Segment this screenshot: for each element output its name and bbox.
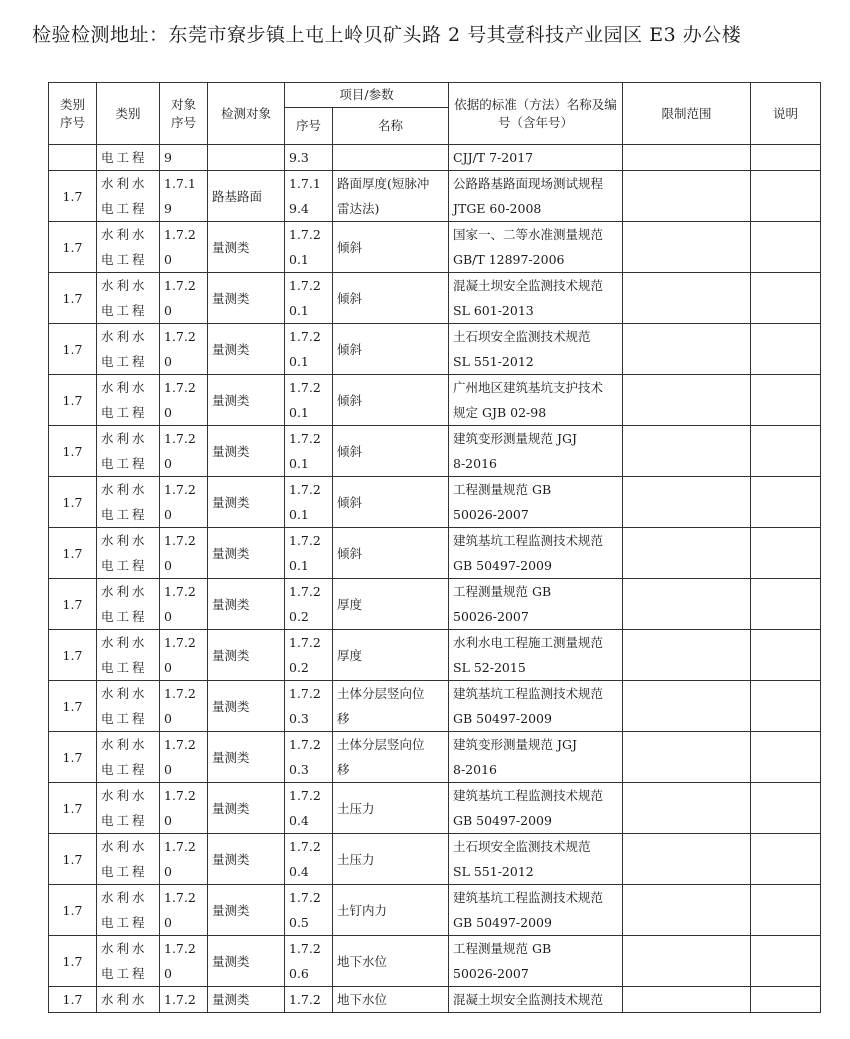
cell-object: 量测类 [208, 477, 285, 528]
cell-item-no: 1.7.2 0.4 [285, 783, 333, 834]
cell-limit [623, 783, 751, 834]
cell-note [751, 630, 821, 681]
cell-item-name: 厚度 [333, 630, 449, 681]
cell-cat-no: 1.7 [49, 630, 97, 681]
cell-cat-no: 1.7 [49, 783, 97, 834]
cell-object: 量测类 [208, 936, 285, 987]
cell-item-no: 1.7.2 0.1 [285, 273, 333, 324]
cell-cat-no: 1.7 [49, 936, 97, 987]
table-row [49, 145, 821, 171]
cell-cat-no: 1.7 [49, 987, 97, 1013]
cell-note [751, 885, 821, 936]
cell-category: 水利水 电工程 [97, 630, 160, 681]
cell-object-no: 1.7.2 0 [160, 222, 208, 273]
cell-cat-no: 1.7 [49, 426, 97, 477]
cell-note [751, 145, 821, 171]
cell-cat-no: 1.7 [49, 477, 97, 528]
cell-item-no: 1.7.2 0.5 [285, 885, 333, 936]
cell-category: 水利水 电工程 [97, 324, 160, 375]
cell-category: 水利水 电工程 [97, 528, 160, 579]
cell-note [751, 528, 821, 579]
table-row [49, 936, 821, 987]
cell-note [751, 783, 821, 834]
cell-limit [623, 145, 751, 171]
cell-limit [623, 630, 751, 681]
cell-category: 水利水 电工程 [97, 681, 160, 732]
cell-item-name [333, 145, 449, 171]
cell-note [751, 426, 821, 477]
cell-category: 水利水 电工程 [97, 171, 160, 222]
cell-item-no: 1.7.2 0.4 [285, 834, 333, 885]
cell-object-no: 1.7.2 0 [160, 630, 208, 681]
cell-note [751, 477, 821, 528]
cell-object: 量测类 [208, 885, 285, 936]
cell-standard: 建筑基坑工程监测技术规范 GB 50497-2009 [449, 681, 623, 732]
cell-item-name: 倾斜 [333, 375, 449, 426]
cell-object-no: 1.7.2 0 [160, 273, 208, 324]
cell-limit [623, 375, 751, 426]
table-row [49, 732, 821, 783]
cell-note [751, 324, 821, 375]
cell-standard: 工程测量规范 GB 50026-2007 [449, 477, 623, 528]
cell-cat-no: 1.7 [49, 324, 97, 375]
cell-limit [623, 273, 751, 324]
table-row [49, 885, 821, 936]
cell-object-no: 1.7.2 0 [160, 681, 208, 732]
cell-item-no: 1.7.1 9.4 [285, 171, 333, 222]
cell-object: 量测类 [208, 222, 285, 273]
table-row [49, 426, 821, 477]
cell-item-name: 地下水位 [333, 987, 449, 1013]
cell-standard: 混凝土坝安全监测技术规范 [449, 987, 623, 1013]
cell-standard: 公路路基路面现场测试规程 JTGE 60-2008 [449, 171, 623, 222]
table-row [49, 579, 821, 630]
cell-item-name: 土钉内力 [333, 885, 449, 936]
cell-item-no: 1.7.2 [285, 987, 333, 1013]
table-row [49, 987, 821, 1013]
cell-object-no: 1.7.2 0 [160, 579, 208, 630]
cell-note [751, 732, 821, 783]
cell-object: 路基路面 [208, 171, 285, 222]
table-row [49, 630, 821, 681]
table-row [49, 528, 821, 579]
cell-item-name: 土体分层竖向位 移 [333, 732, 449, 783]
cell-standard: 水利水电工程施工测量规范 SL 52-2015 [449, 630, 623, 681]
header-limit: 限制范围 [623, 83, 751, 145]
cell-category: 水利水 [97, 987, 160, 1013]
cell-object-no: 1.7.2 0 [160, 324, 208, 375]
cell-limit [623, 426, 751, 477]
cell-category: 水利水 电工程 [97, 426, 160, 477]
header-item-no: 序号 [285, 108, 333, 145]
cell-note [751, 987, 821, 1013]
cell-object: 量测类 [208, 783, 285, 834]
header-basis: 依据的标准（方法）名称及编号（含年号） [449, 83, 623, 145]
cell-item-name: 土压力 [333, 834, 449, 885]
cell-note [751, 681, 821, 732]
cell-limit [623, 681, 751, 732]
cell-cat-no: 1.7 [49, 273, 97, 324]
cell-note [751, 375, 821, 426]
cell-item-no: 1.7.2 0.1 [285, 528, 333, 579]
cell-note [751, 936, 821, 987]
cell-cat-no: 1.7 [49, 171, 97, 222]
cell-item-no: 1.7.2 0.3 [285, 681, 333, 732]
cell-object-no: 1.7.1 9 [160, 171, 208, 222]
cell-item-no: 1.7.2 0.6 [285, 936, 333, 987]
table-row [49, 477, 821, 528]
header-note: 说明 [751, 83, 821, 145]
cell-item-name: 地下水位 [333, 936, 449, 987]
cell-limit [623, 987, 751, 1013]
cell-object: 量测类 [208, 426, 285, 477]
cell-cat-no: 1.7 [49, 885, 97, 936]
cell-standard: 广州地区建筑基坑支护技术 规定 GJB 02-98 [449, 375, 623, 426]
cell-object: 量测类 [208, 732, 285, 783]
cell-standard: 建筑基坑工程监测技术规范 GB 50497-2009 [449, 783, 623, 834]
cell-category: 水利水 电工程 [97, 783, 160, 834]
cell-note [751, 273, 821, 324]
cell-limit [623, 579, 751, 630]
cell-category: 水利水 电工程 [97, 375, 160, 426]
cell-standard: 工程测量规范 GB 50026-2007 [449, 936, 623, 987]
cell-standard: 混凝土坝安全监测技术规范 SL 601-2013 [449, 273, 623, 324]
cell-object-no: 9 [160, 145, 208, 171]
cell-object-no: 1.7.2 0 [160, 477, 208, 528]
cell-note [751, 579, 821, 630]
header-obj-no: 对象 序号 [160, 83, 208, 145]
cell-item-name: 倾斜 [333, 222, 449, 273]
cell-object-no: 1.7.2 0 [160, 834, 208, 885]
cell-item-no: 1.7.2 0.2 [285, 579, 333, 630]
cell-object-no: 1.7.2 0 [160, 426, 208, 477]
cell-category: 电工程 [97, 145, 160, 171]
scope-table [48, 82, 821, 1013]
cell-object: 量测类 [208, 987, 285, 1013]
table-body [49, 145, 821, 1013]
table-row [49, 324, 821, 375]
cell-item-no: 1.7.2 0.1 [285, 222, 333, 273]
cell-note [751, 171, 821, 222]
cell-standard: 工程测量规范 GB 50026-2007 [449, 579, 623, 630]
cell-cat-no: 1.7 [49, 834, 97, 885]
cell-object: 量测类 [208, 528, 285, 579]
cell-cat-no: 1.7 [49, 681, 97, 732]
header-item-name: 名称 [333, 108, 449, 145]
cell-limit [623, 171, 751, 222]
header-cat-no: 类别 序号 [49, 83, 97, 145]
cell-item-name: 倾斜 [333, 528, 449, 579]
cell-item-name: 倾斜 [333, 477, 449, 528]
table-row [49, 681, 821, 732]
cell-object: 量测类 [208, 630, 285, 681]
table-row [49, 222, 821, 273]
cell-category: 水利水 电工程 [97, 732, 160, 783]
cell-category: 水利水 电工程 [97, 936, 160, 987]
cell-object: 量测类 [208, 579, 285, 630]
cell-object-no: 1.7.2 0 [160, 783, 208, 834]
cell-note [751, 834, 821, 885]
cell-limit [623, 834, 751, 885]
cell-cat-no: 1.7 [49, 375, 97, 426]
header-cat: 类别 [97, 83, 160, 145]
cell-category: 水利水 电工程 [97, 222, 160, 273]
cell-object: 量测类 [208, 273, 285, 324]
cell-object: 量测类 [208, 834, 285, 885]
cell-object-no: 1.7.2 0 [160, 732, 208, 783]
cell-object [208, 145, 285, 171]
cell-item-no: 1.7.2 0.1 [285, 426, 333, 477]
cell-item-name: 倾斜 [333, 273, 449, 324]
cell-standard: 建筑基坑工程监测技术规范 GB 50497-2009 [449, 885, 623, 936]
cell-standard: 建筑变形测量规范 JGJ 8-2016 [449, 426, 623, 477]
cell-item-no: 9.3 [285, 145, 333, 171]
cell-item-name: 土压力 [333, 783, 449, 834]
cell-item-name: 路面厚度(短脉冲 雷达法) [333, 171, 449, 222]
cell-standard: CJJ/T 7-2017 [449, 145, 623, 171]
cell-standard: 国家一、二等水准测量规范 GB/T 12897-2006 [449, 222, 623, 273]
cell-category: 水利水 电工程 [97, 273, 160, 324]
cell-note [751, 222, 821, 273]
cell-object-no: 1.7.2 0 [160, 528, 208, 579]
table-row [49, 375, 821, 426]
cell-object-no: 1.7.2 0 [160, 885, 208, 936]
cell-category: 水利水 电工程 [97, 579, 160, 630]
cell-limit [623, 732, 751, 783]
cell-category: 水利水 电工程 [97, 885, 160, 936]
cell-item-no: 1.7.2 0.2 [285, 630, 333, 681]
header-item: 项目/参数 [285, 83, 449, 108]
cell-object-no: 1.7.2 0 [160, 375, 208, 426]
cell-item-no: 1.7.2 0.3 [285, 732, 333, 783]
table-row [49, 273, 821, 324]
cell-limit [623, 477, 751, 528]
cell-cat-no: 1.7 [49, 528, 97, 579]
cell-object: 量测类 [208, 375, 285, 426]
cell-cat-no: 1.7 [49, 579, 97, 630]
cell-category: 水利水 电工程 [97, 834, 160, 885]
table-row [49, 171, 821, 222]
cell-standard: 建筑变形测量规范 JGJ 8-2016 [449, 732, 623, 783]
cell-category: 水利水 电工程 [97, 477, 160, 528]
cell-object: 量测类 [208, 681, 285, 732]
table-row [49, 834, 821, 885]
cell-object: 量测类 [208, 324, 285, 375]
cell-standard: 建筑基坑工程监测技术规范 GB 50497-2009 [449, 528, 623, 579]
cell-limit [623, 528, 751, 579]
cell-item-no: 1.7.2 0.1 [285, 324, 333, 375]
cell-item-name: 厚度 [333, 579, 449, 630]
cell-standard: 土石坝安全监测技术规范 SL 551-2012 [449, 324, 623, 375]
cell-object-no: 1.7.2 [160, 987, 208, 1013]
cell-standard: 土石坝安全监测技术规范 SL 551-2012 [449, 834, 623, 885]
header-obj: 检测对象 [208, 83, 285, 145]
cell-item-name: 倾斜 [333, 324, 449, 375]
cell-limit [623, 936, 751, 987]
cell-cat-no [49, 145, 97, 171]
cell-limit [623, 885, 751, 936]
cell-object-no: 1.7.2 0 [160, 936, 208, 987]
cell-limit [623, 324, 751, 375]
cell-cat-no: 1.7 [49, 222, 97, 273]
cell-limit [623, 222, 751, 273]
cell-cat-no: 1.7 [49, 732, 97, 783]
cell-item-no: 1.7.2 0.1 [285, 477, 333, 528]
cell-item-name: 土体分层竖向位 移 [333, 681, 449, 732]
cell-item-no: 1.7.2 0.1 [285, 375, 333, 426]
page-title: 检验检测地址：东莞市寮步镇上屯上岭贝矿头路 2 号其壹科技产业园区 E3 办公楼 [32, 24, 742, 46]
cell-item-name: 倾斜 [333, 426, 449, 477]
table-row [49, 783, 821, 834]
